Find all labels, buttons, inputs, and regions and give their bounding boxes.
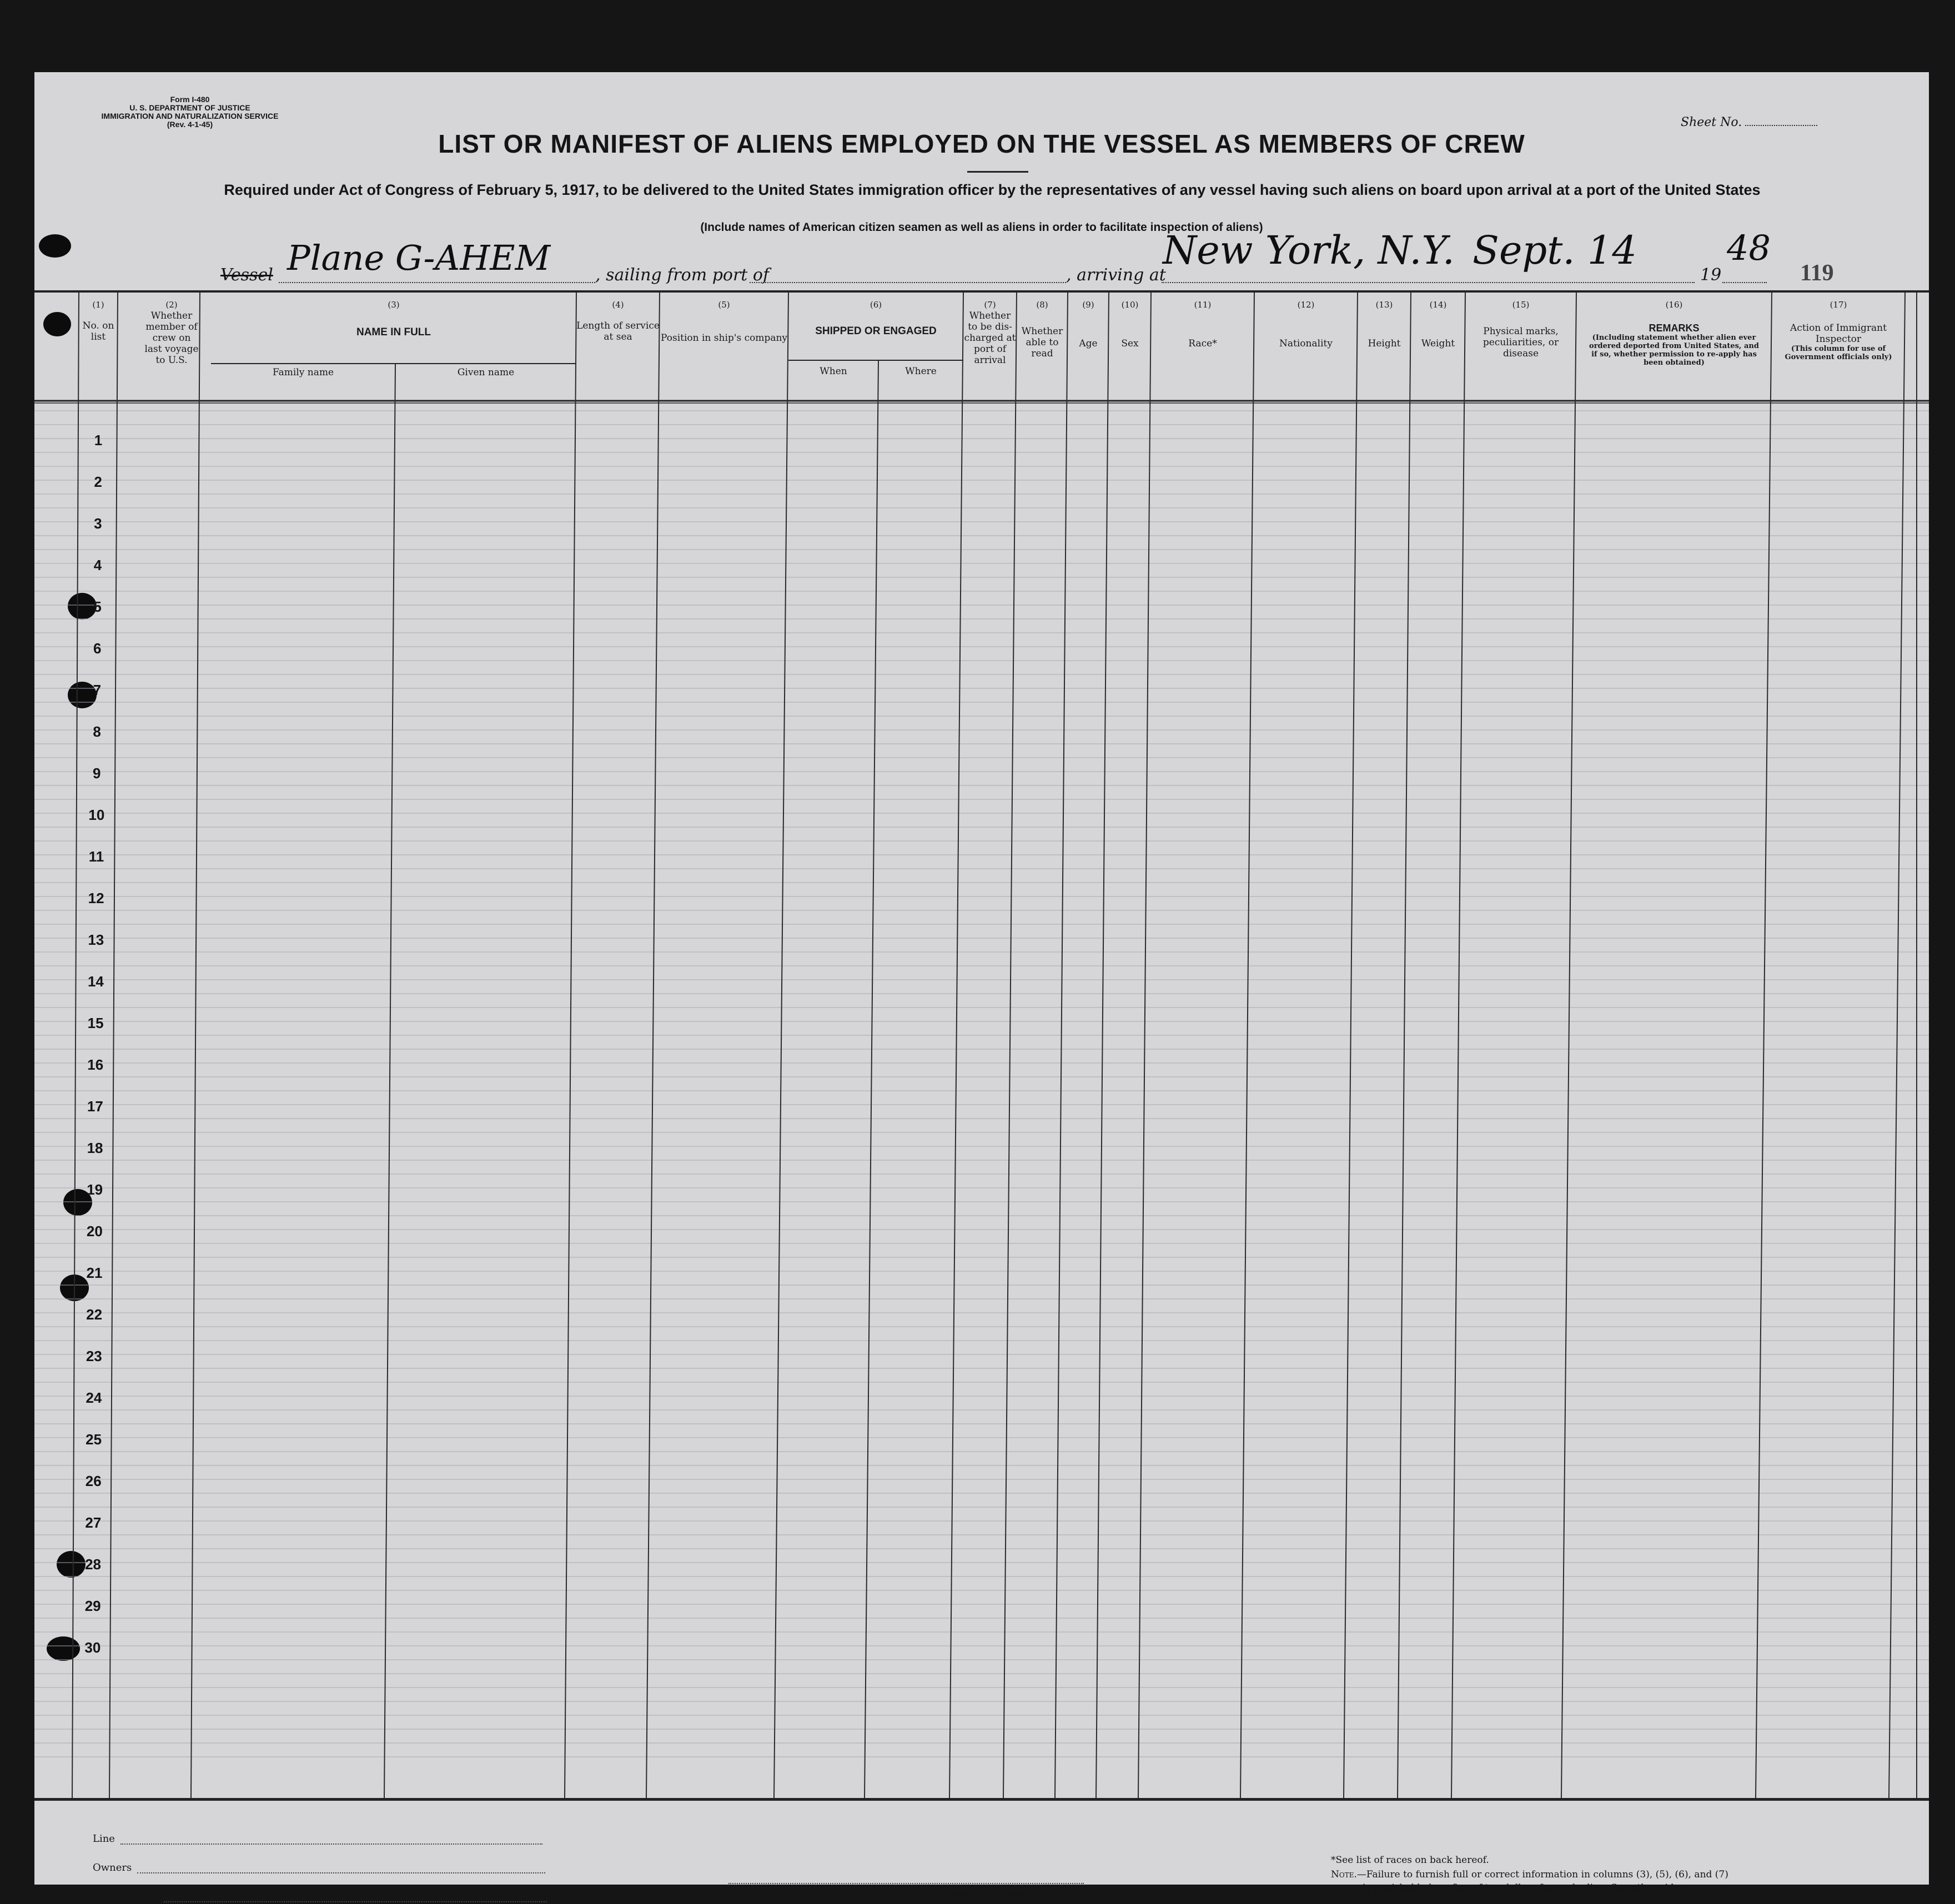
row-number: 26 [85, 1473, 102, 1489]
where-header: Where [905, 366, 937, 377]
col-5-header: (5) Position in ship's company [660, 300, 788, 344]
row-number: 5 [93, 598, 102, 615]
col-13-header: (13) Height [1368, 300, 1401, 349]
row-number: 28 [85, 1556, 101, 1573]
col-1-header: (1) No. on list [82, 300, 114, 342]
sheet-label: Sheet No. [1681, 115, 1742, 129]
column-line [1561, 293, 1576, 1798]
service-name: IMMIGRATION AND NATURALIZATION SERVICE [101, 112, 279, 120]
races-note: *See list of races on back hereof. [1331, 1855, 1489, 1866]
owners-label: Owners [93, 1862, 132, 1873]
table-rules [34, 293, 1929, 1798]
column-line [1055, 293, 1068, 1798]
col-12-header: (12) Nationality [1279, 300, 1333, 349]
col-16-header: (16) REMARKS (Including statement whether alien ever ordered deported from United States, and if so, whether permission to re-apply has been obtained) [1589, 300, 1759, 367]
column-line [865, 360, 878, 1798]
col-14-header: (14) Weight [1421, 300, 1455, 349]
row-number: 10 [88, 807, 105, 823]
row-number: 6 [93, 640, 102, 657]
col-7-header: (7) Whether to be dis-charged at port of arrival [964, 300, 1016, 366]
penalty-note-continued: is punishable by a fine of ten dollars for each alien. See other side. [1363, 1882, 1683, 1893]
col-17-header: (17) Action of Immigrant Inspector (This column for use of Government officials only) [1785, 300, 1892, 361]
row-number: 17 [87, 1098, 103, 1115]
stamped-number: 119 [1800, 260, 1834, 286]
row-number: 15 [87, 1015, 104, 1031]
row-number: 16 [87, 1056, 104, 1073]
row-number: 2 [94, 474, 102, 490]
line-label: Line [93, 1833, 115, 1845]
col-6-header: (6) SHIPPED OR ENGAGED [815, 300, 937, 337]
row-number: 30 [84, 1639, 101, 1656]
col-10-header: (10) Sex [1121, 300, 1139, 349]
form-identification [98, 95, 282, 129]
title-divider [967, 171, 1028, 173]
col-2-header: (2) Whether member of crew on last voyage to U.S. [144, 300, 199, 366]
row-number: 24 [86, 1389, 102, 1406]
col-11-header: (11) Race* [1188, 300, 1217, 349]
crew-table [34, 290, 1929, 1801]
requirement-text: Required under Act of Congress of February 5, 1917, to be delivered to the United States immigration officer by the representatives of any vessel having such aliens on board upon arrival at a port of the United States [224, 182, 1761, 198]
col-3-header: (3) NAME IN FULL [356, 300, 431, 338]
column-line [1889, 293, 1905, 1798]
row-number: 9 [92, 765, 101, 782]
column-line [1398, 293, 1411, 1798]
sailing-port-field[interactable] [750, 262, 1066, 283]
column-line [1003, 293, 1017, 1798]
local-agents-field[interactable] [93, 1891, 547, 1902]
row-number: 21 [86, 1265, 103, 1281]
page-title: LIST OR MANIFEST OF ALIENS EMPLOYED ON THE VESSEL AS MEMBERS OF CREW [438, 129, 1525, 158]
column-line [1756, 293, 1772, 1798]
note-text: —Failure to furnish full or correct information in columns (3), (5), (6), and (7) [1356, 1869, 1728, 1880]
manifest-sheet [34, 72, 1929, 1902]
column-line [384, 364, 395, 1798]
row-number: 3 [94, 515, 102, 532]
arriving-value: New York, N.Y. [1163, 228, 1455, 273]
year-prefix: 19 [1700, 265, 1722, 285]
col-9-header: (9) Age [1079, 300, 1098, 349]
column-line [1138, 293, 1151, 1798]
column-line [72, 293, 79, 1798]
col-15-header: (15) Physical marks, peculiarities, or disease [1482, 300, 1559, 359]
inspector-label: Immigrant Inspector. [945, 1888, 1047, 1900]
vessel-line [34, 228, 1929, 289]
column-line [646, 293, 660, 1798]
row-number: 27 [85, 1514, 102, 1531]
row-number: 25 [86, 1431, 102, 1448]
column-line [1344, 293, 1358, 1798]
row-number: 14 [87, 973, 104, 990]
row-number: 12 [88, 890, 104, 906]
note-label: Note. [1331, 1869, 1357, 1880]
column-line [565, 293, 576, 1798]
row-number: 29 [84, 1598, 101, 1614]
year-value: 48 [1727, 228, 1771, 268]
form-revision: (Rev. 4-1-45) [167, 120, 213, 129]
row-number: 18 [87, 1140, 103, 1156]
sailing-label: , sailing from port of [595, 265, 770, 285]
vessel-value: Plane G-AHEM [287, 238, 551, 278]
department-name: U. S. DEPARTMENT OF JUSTICE [129, 103, 250, 112]
row-number: 23 [86, 1348, 102, 1364]
local-agents-label: Local Agents [93, 1891, 159, 1902]
sheet-number-field[interactable] [1681, 115, 1817, 129]
row-number: 22 [86, 1306, 103, 1323]
given-name-header: Given name [457, 367, 515, 378]
row-number: 19 [87, 1181, 103, 1198]
col-4-header: (4) Length of service at sea [576, 300, 660, 342]
date-value: Sept. 14 [1472, 228, 1637, 273]
form-number: Form I-480 [170, 95, 210, 104]
row-number: 7 [93, 682, 102, 698]
inspector-signature-line[interactable] [728, 1883, 1084, 1884]
row-number: 4 [93, 557, 102, 573]
line-field[interactable] [93, 1833, 542, 1845]
vessel-label: Vessel [220, 265, 273, 285]
arriving-label: , arriving at [1066, 265, 1166, 285]
col-8-header: (8) Whether able to read [1021, 300, 1063, 359]
column-line [949, 293, 963, 1798]
row-number: 20 [86, 1223, 103, 1240]
family-name-header: Family name [272, 367, 334, 378]
column-line [774, 293, 788, 1798]
row-number: 13 [88, 931, 104, 948]
when-header: When [820, 366, 847, 377]
row-number: 8 [93, 723, 101, 740]
column-line [191, 293, 200, 1798]
column-line [1451, 293, 1465, 1798]
penalty-note [1331, 1868, 1886, 1881]
column-line [1096, 293, 1109, 1798]
column-line [1240, 293, 1254, 1798]
row-number: 1 [94, 432, 103, 449]
row-number: 11 [88, 848, 104, 865]
owners-field[interactable] [93, 1862, 545, 1873]
include-note: (Include names of American citizen seamen as well as aliens in order to facilitate inspection of aliens) [700, 221, 1263, 234]
